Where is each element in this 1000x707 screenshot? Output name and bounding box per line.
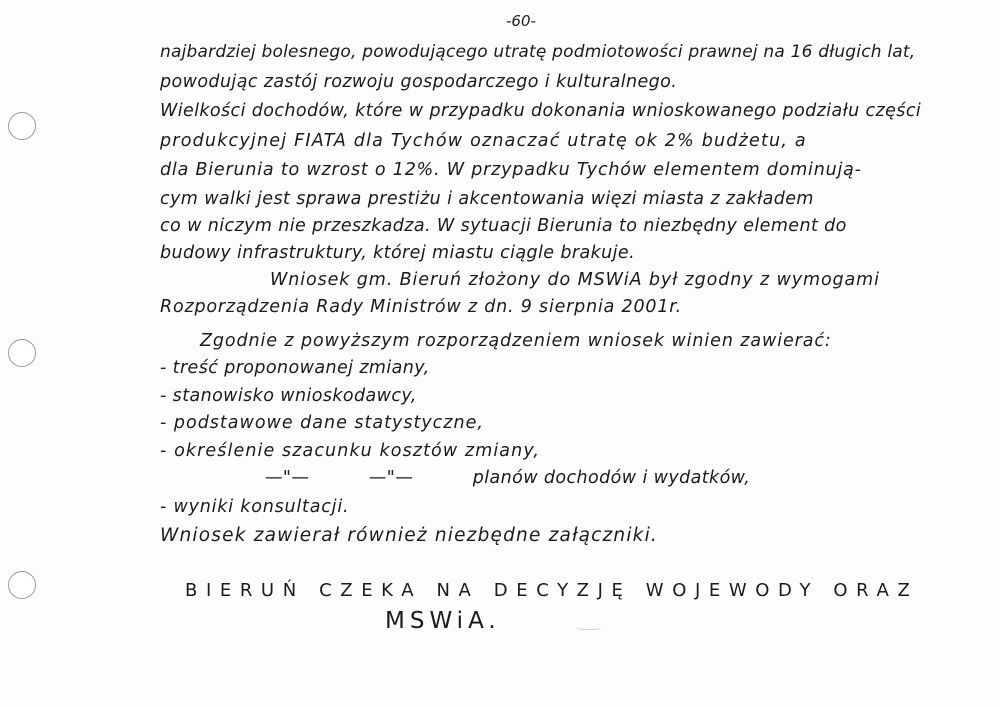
pen-mark [577, 622, 603, 630]
text-line: najbardziej bolesnego, powodującego utratę podmiotowości prawnej na 16 długich lat, [160, 42, 916, 62]
list-item: - podstawowe dane statystyczne, [160, 413, 484, 433]
text-line: Wniosek gm. Bieruń złożony do MSWiA był zgodny z wymogami [270, 270, 880, 290]
list-item: - stanowisko wnioskodawcy, [160, 386, 417, 406]
page-number: -60- [506, 12, 536, 30]
text-line: Zgodnie z powyższym rozporządzeniem wniosek winien zawierać: [200, 331, 832, 351]
text-line: dla Bierunia to wzrost o 12%. W przypadku Tychów elementem dominują- [160, 160, 862, 180]
text-line: co w niczym nie przeszkadza. W sytuacji Bierunia to niezbędny element do [160, 216, 847, 236]
text-line: Wielkości dochodów, które w przypadku dokonania wnioskowanego podziału części [160, 101, 922, 121]
list-item: —"— —"— planów dochodów i wydatków, [265, 468, 751, 488]
text-line: budowy infrastruktury, której miastu ciągle brakuje. [160, 243, 636, 263]
text-line: Wniosek zawierał również niezbędne załączniki. [160, 525, 659, 546]
list-item: - określenie szacunku kosztów zmiany, [160, 441, 541, 461]
headline-line: MSWiA. [385, 608, 501, 634]
punch-hole [8, 339, 36, 367]
text-line: produkcyjnej FIATA dla Tychów oznaczać utratę ok 2% budżetu, a [160, 131, 807, 151]
text-line: Rozporządzenia Rady Ministrów z dn. 9 sierpnia 2001r. [160, 297, 683, 317]
list-item: - treść proponowanej zmiany, [160, 358, 430, 378]
headline-line: BIERUŃ CZEKA NA DECYZJĘ WOJEWODY ORAZ [185, 580, 919, 601]
punch-hole [8, 112, 36, 140]
text-line: cym walki jest sprawa prestiżu i akcentowania więzi miasta z zakładem [160, 189, 814, 209]
punch-hole [8, 571, 36, 599]
text-line: powodując zastój rozwoju gospodarczego i kulturalnego. [160, 72, 678, 92]
list-item: - wyniki konsultacji. [160, 497, 350, 517]
